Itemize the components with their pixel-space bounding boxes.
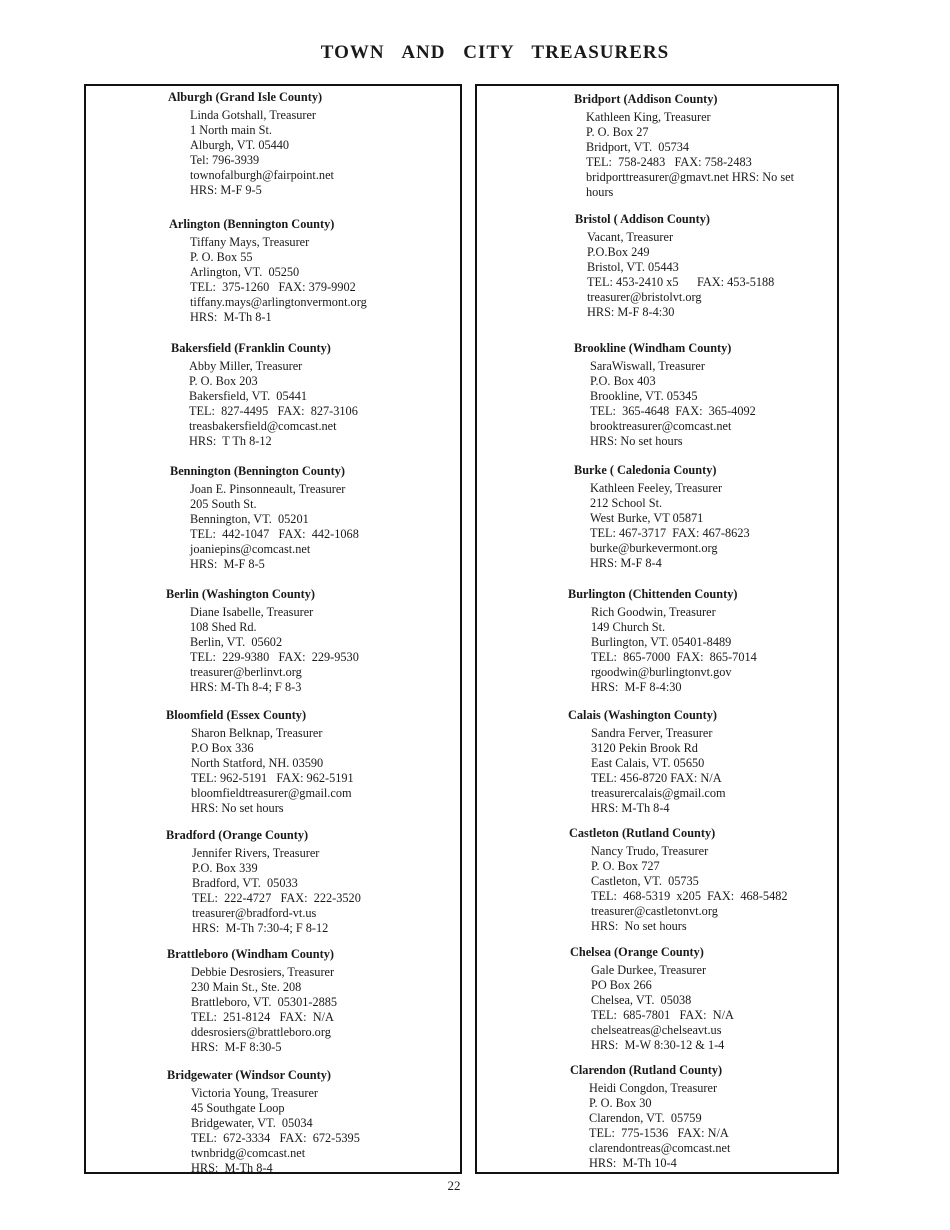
detail-line: TEL: 365-4648 FAX: 365-4092: [590, 404, 756, 418]
detail-line: Sharon Belknap, Treasurer: [191, 726, 323, 740]
detail-line: Bakersfield, VT. 05441: [189, 389, 308, 403]
detail-line: P.O Box 336: [191, 741, 254, 755]
treasurer-entry-burke: [574, 463, 750, 571]
detail-line: TEL: 775-1536 FAX: N/A: [589, 1126, 729, 1140]
detail-line: townofalburgh@fairpoint.net: [190, 168, 334, 182]
town-name: Bradford (Orange County): [166, 828, 309, 842]
detail-line: HRS: M-F 8:30-5: [191, 1040, 282, 1054]
detail-line: TEL: 685-7801 FAX: N/A: [591, 1008, 734, 1022]
treasurer-details: [190, 235, 367, 325]
treasurer-entry-bridgewater: [167, 1068, 360, 1176]
detail-line: HRS: M-Th 8-4: [591, 801, 670, 815]
treasurer-entry-bristol: [575, 212, 774, 320]
treasurer-entry-calais: [568, 708, 726, 816]
town-name: Chelsea (Orange County): [570, 945, 704, 959]
treasurer-entry-alburgh: [168, 90, 334, 198]
detail-line: HRS: No set hours: [191, 801, 284, 815]
treasurer-details: [191, 1086, 360, 1176]
detail-line: HRS: M-F 8-4: [590, 556, 662, 570]
treasurer-details: [591, 605, 757, 695]
treasurer-details: [587, 230, 774, 320]
treasurer-details: [190, 108, 334, 198]
treasurer-entry-bennington: [170, 464, 359, 572]
treasurer-details: [589, 1081, 730, 1171]
treasurer-entry-bradford: [166, 828, 361, 936]
treasurer-entry-arlington: [169, 217, 367, 325]
detail-line: Tel: 796-3939: [190, 153, 260, 167]
detail-line: TEL: 453-2410 x5 FAX: 453-5188: [587, 275, 775, 289]
detail-line: HRS: M-Th 8-1: [190, 310, 272, 324]
town-name: Clarendon (Rutland County): [570, 1063, 723, 1077]
town-name: Bridgewater (Windsor County): [167, 1068, 331, 1082]
detail-line: TEL: 758-2483 FAX: 758-2483: [586, 155, 752, 169]
detail-line: HRS: M-Th 8-4: [191, 1161, 273, 1175]
town-name: Bristol ( Addison County): [575, 212, 710, 226]
town-name: Arlington (Bennington County): [169, 217, 335, 231]
town-name: Bakersfield (Franklin County): [171, 341, 331, 355]
detail-line: Joan E. Pinsonneault, Treasurer: [190, 482, 346, 496]
detail-line: Debbie Desrosiers, Treasurer: [191, 965, 335, 979]
detail-line: TEL: 672-3334 FAX: 672-5395: [191, 1131, 360, 1145]
detail-line: P. O. Box 27: [586, 125, 649, 139]
detail-line: HRS: M-F 8-4:30: [587, 305, 675, 319]
treasurer-details: [590, 481, 750, 571]
detail-line: TEL: 375-1260 FAX: 379-9902: [190, 280, 356, 294]
detail-line: Castleton, VT. 05735: [591, 874, 699, 888]
detail-line: P. O. Box 203: [189, 374, 258, 388]
town-name: Calais (Washington County): [568, 708, 717, 722]
detail-line: Bristol, VT. 05443: [587, 260, 679, 274]
town-name: Bennington (Bennington County): [170, 464, 345, 478]
detail-line: HRS: M-Th 7:30-4; F 8-12: [192, 921, 329, 935]
detail-line: Gale Durkee, Treasurer: [591, 963, 707, 977]
detail-line: Berlin, VT. 05602: [190, 635, 283, 649]
detail-line: brooktreasurer@comcast.net: [590, 419, 732, 433]
treasurer-details: [191, 726, 354, 816]
treasurer-entry-bridport: [574, 92, 816, 200]
detail-line: joaniepins@comcast.net: [190, 542, 311, 556]
detail-line: treasurer@berlinvt.org: [190, 665, 302, 679]
detail-line: Burlington, VT. 05401-8489: [591, 635, 732, 649]
right-column: [475, 84, 839, 1174]
detail-line: chelseatreas@chelseavt.us: [591, 1023, 722, 1037]
treasurer-details: [192, 846, 361, 936]
detail-line: P.O.Box 249: [587, 245, 650, 259]
detail-line: Heidi Congdon, Treasurer: [589, 1081, 718, 1095]
detail-line: P. O. Box 727: [591, 859, 660, 873]
treasurer-entry-castleton: [569, 826, 788, 934]
town-name: Burke ( Caledonia County): [574, 463, 717, 477]
detail-line: Jennifer Rivers, Treasurer: [192, 846, 320, 860]
detail-line: Vacant, Treasurer: [587, 230, 674, 244]
detail-line: 45 Southgate Loop: [191, 1101, 285, 1115]
detail-line: TEL: 229-9380 FAX: 229-9530: [190, 650, 359, 664]
detail-line: ddesrosiers@brattleboro.org: [191, 1025, 331, 1039]
detail-line: 1 North main St.: [190, 123, 272, 137]
detail-line: TEL: 251-8124 FAX: N/A: [191, 1010, 334, 1024]
page-title: TOWN AND CITY TREASURERS: [320, 42, 670, 63]
detail-line: TEL: 456-8720 FAX: N/A: [591, 771, 722, 785]
detail-line: TEL: 442-1047 FAX: 442-1068: [190, 527, 359, 541]
detail-line: Brattleboro, VT. 05301-2885: [191, 995, 338, 1009]
detail-line: Alburgh, VT. 05440: [190, 138, 290, 152]
detail-line: treasbakersfield@comcast.net: [189, 419, 337, 433]
detail-line: HRS: M-W 8:30-12 & 1-4: [591, 1038, 725, 1052]
detail-line: P. O. Box 30: [589, 1096, 652, 1110]
treasurer-details: [591, 844, 788, 934]
detail-line: Bridgewater, VT. 05034: [191, 1116, 313, 1130]
town-name: Castleton (Rutland County): [569, 826, 716, 840]
detail-line: Victoria Young, Treasurer: [191, 1086, 319, 1100]
detail-line: East Calais, VT. 05650: [591, 756, 705, 770]
detail-line: treasurercalais@gmail.com: [591, 786, 726, 800]
treasurer-entry-burlington: [568, 587, 757, 695]
detail-line: HRS: M-F 8-4:30: [591, 680, 682, 694]
detail-line: Clarendon, VT. 05759: [589, 1111, 702, 1125]
detail-line: Nancy Trudo, Treasurer: [591, 844, 709, 858]
detail-line: bloomfieldtreasurer@gmail.com: [191, 786, 352, 800]
page-number: 22: [447, 1178, 461, 1193]
treasurer-details: [190, 482, 359, 572]
detail-line: Diane Isabelle, Treasurer: [190, 605, 314, 619]
detail-line: TEL: 827-4495 FAX: 827-3106: [189, 404, 358, 418]
town-name: Brattleboro (Windham County): [167, 947, 334, 961]
detail-line: rgoodwin@burlingtonvt.gov: [591, 665, 732, 679]
detail-line: TEL: 222-4727 FAX: 222-3520: [192, 891, 361, 905]
treasurer-entry-chelsea: [570, 945, 734, 1053]
treasurer-entry-bloomfield: [166, 708, 354, 816]
treasurer-details: [591, 963, 734, 1053]
detail-line: 205 South St.: [190, 497, 257, 511]
town-name: Berlin (Washington County): [166, 587, 315, 601]
detail-line: TEL: 962-5191 FAX: 962-5191: [191, 771, 354, 785]
detail-line: 3120 Pekin Brook Rd: [591, 741, 698, 755]
town-name: Brookline (Windham County): [574, 341, 732, 355]
town-name: Bloomfield (Essex County): [166, 708, 307, 722]
treasurer-entry-bakersfield: [171, 341, 358, 449]
detail-line: HRS: M-F 8-5: [190, 557, 265, 571]
treasurer-details: [586, 110, 816, 200]
detail-line: twnbridg@comcast.net: [191, 1146, 306, 1160]
detail-line: Bradford, VT. 05033: [192, 876, 298, 890]
treasurer-entry-brookline: [574, 341, 756, 449]
detail-line: tiffany.mays@arlingtonvermont.org: [190, 295, 367, 309]
detail-line: Kathleen King, Treasurer: [586, 110, 711, 124]
detail-line: TEL: 468-5319 x205 FAX: 468-5482: [591, 889, 788, 903]
detail-line: 230 Main St., Ste. 208: [191, 980, 302, 994]
detail-line: treasurer@bristolvt.org: [587, 290, 702, 304]
detail-line: North Statford, NH. 03590: [191, 756, 324, 770]
treasurer-details: [591, 726, 726, 816]
treasurer-details: [190, 605, 359, 695]
detail-line: treasurer@castletonvt.org: [591, 904, 718, 918]
detail-line: 212 School St.: [590, 496, 663, 510]
treasurer-entry-brattleboro: [167, 947, 337, 1055]
left-column: [84, 84, 462, 1174]
detail-line: HRS: No set hours: [590, 434, 683, 448]
detail-line: Abby Miller, Treasurer: [189, 359, 303, 373]
detail-line: treasurer@bradford-vt.us: [192, 906, 317, 920]
detail-line: 108 Shed Rd.: [190, 620, 257, 634]
detail-line: P. O. Box 55: [190, 250, 253, 264]
detail-line: TEL: 467-3717 FAX: 467-8623: [590, 526, 750, 540]
detail-line: bridporttreasurer@gmavt.net HRS: No set hours: [586, 170, 798, 199]
detail-line: HRS: M-Th 10-4: [589, 1156, 677, 1170]
treasurer-details: [189, 359, 358, 449]
detail-line: West Burke, VT 05871: [590, 511, 704, 525]
treasurer-details: [590, 359, 756, 449]
town-name: Bridport (Addison County): [574, 92, 718, 106]
town-name: Alburgh (Grand Isle County): [168, 90, 323, 104]
treasurer-entry-berlin: [166, 587, 359, 695]
detail-line: Arlington, VT. 05250: [190, 265, 300, 279]
detail-line: Linda Gotshall, Treasurer: [190, 108, 317, 122]
detail-line: Bennington, VT. 05201: [190, 512, 309, 526]
detail-line: P.O. Box 339: [192, 861, 258, 875]
treasurer-details: [191, 965, 337, 1055]
detail-line: Tiffany Mays, Treasurer: [190, 235, 310, 249]
detail-line: HRS: M-F 9-5: [190, 183, 262, 197]
detail-line: TEL: 865-7000 FAX: 865-7014: [591, 650, 757, 664]
detail-line: HRS: No set hours: [591, 919, 687, 933]
town-name: Burlington (Chittenden County): [568, 587, 738, 601]
detail-line: 149 Church St.: [591, 620, 666, 634]
detail-line: Rich Goodwin, Treasurer: [591, 605, 716, 619]
treasurer-entry-clarendon: [570, 1063, 730, 1171]
detail-line: PO Box 266: [591, 978, 652, 992]
detail-line: P.O. Box 403: [590, 374, 656, 388]
detail-line: Brookline, VT. 05345: [590, 389, 698, 403]
detail-line: burke@burkevermont.org: [590, 541, 718, 555]
detail-line: Chelsea, VT. 05038: [591, 993, 692, 1007]
detail-line: Bridport, VT. 05734: [586, 140, 690, 154]
detail-line: Sandra Ferver, Treasurer: [591, 726, 713, 740]
detail-line: HRS: T Th 8-12: [189, 434, 272, 448]
detail-line: HRS: M-Th 8-4; F 8-3: [190, 680, 302, 694]
detail-line: SaraWiswall, Treasurer: [590, 359, 705, 373]
detail-line: clarendontreas@comcast.net: [589, 1141, 731, 1155]
detail-line: Kathleen Feeley, Treasurer: [590, 481, 723, 495]
